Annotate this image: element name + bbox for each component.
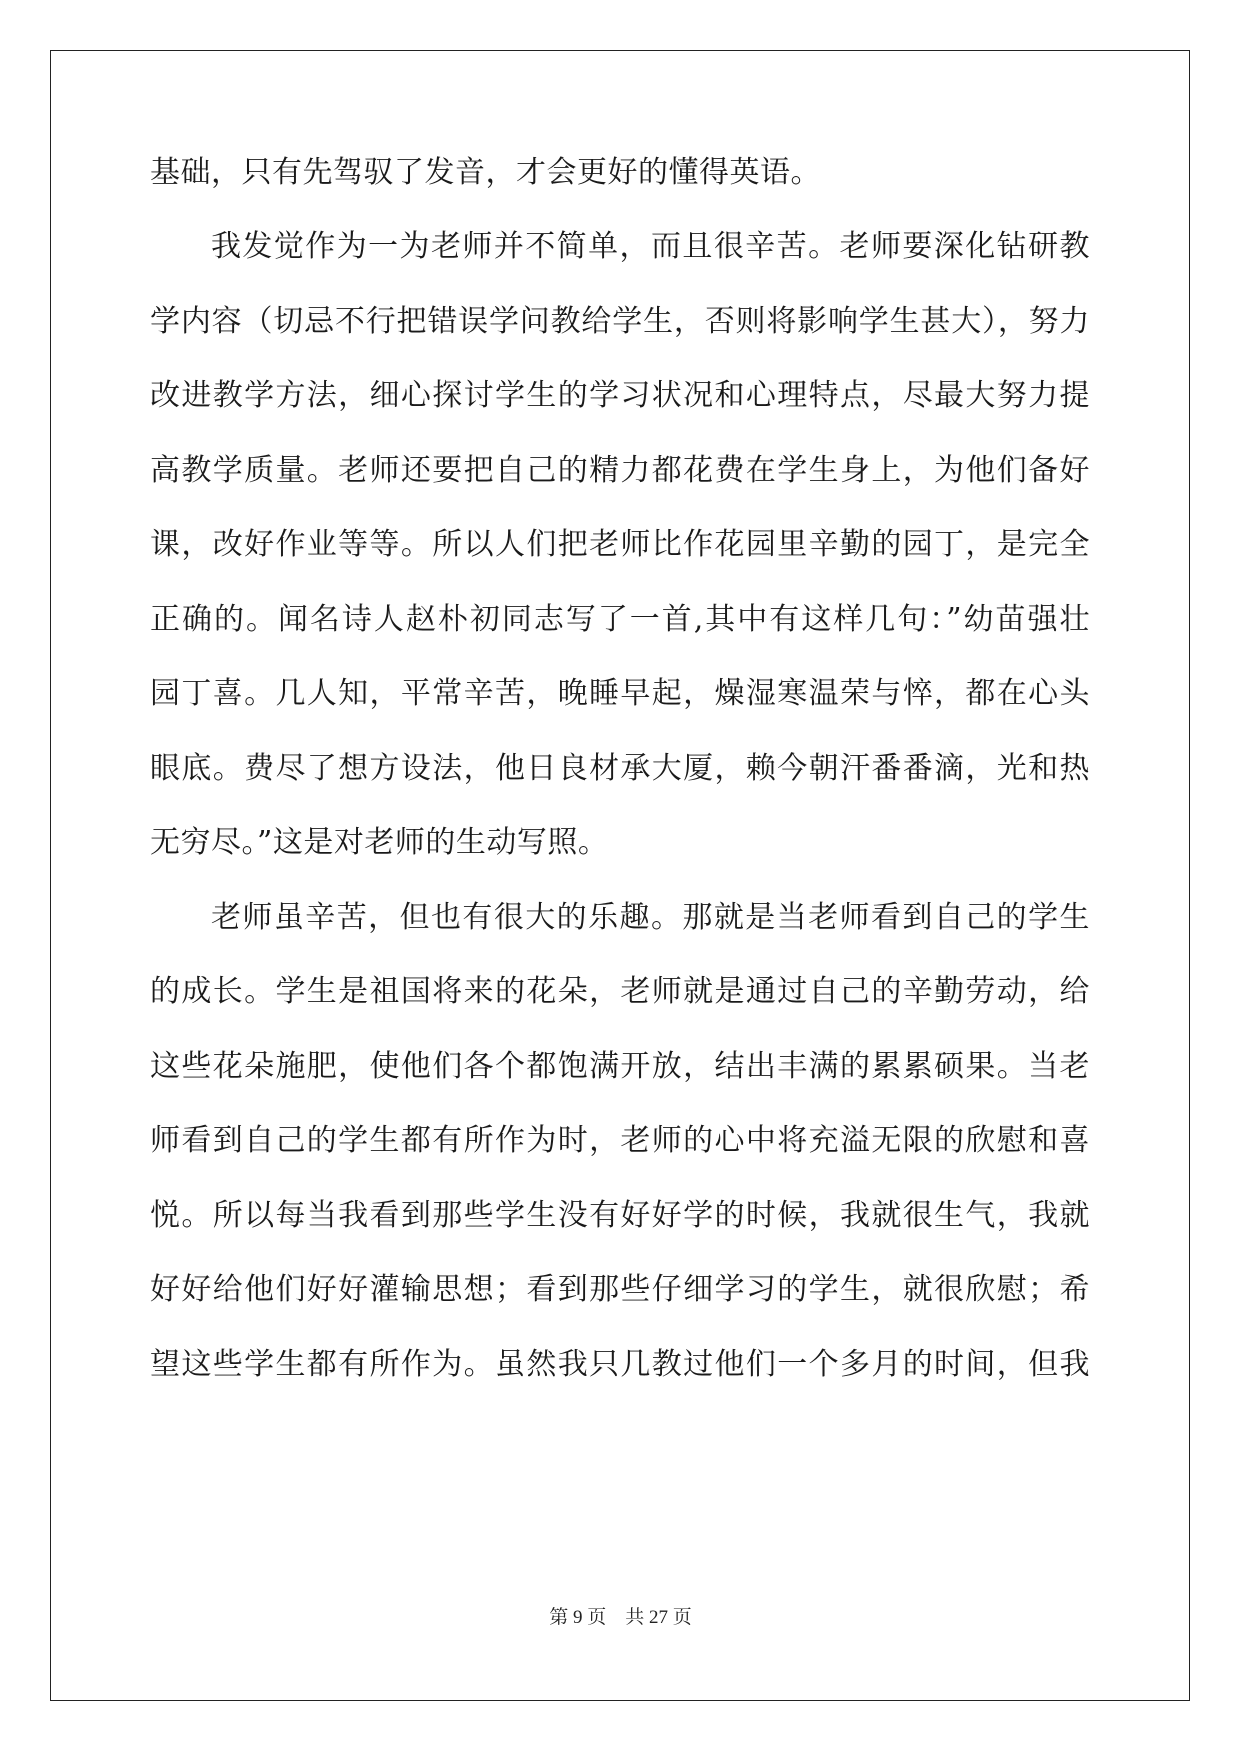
page-number-label: 第 9 页 共 27 页 <box>549 1607 692 1628</box>
paragraph-start-line: 我发觉作为一为老师并不简单，而且很辛苦。老师要深化钻研教 <box>211 229 1090 264</box>
text-line: 课，改好作业等等。所以人们把老师比作花园里辛勤的园丁，是完全 <box>150 527 1090 562</box>
text-line: 园丁喜。几人知，平常辛苦，晚睡早起，燥湿寒温荣与悴，都在心头 <box>150 676 1090 711</box>
text-line: 悦。所以每当我看到那些学生没有好好学的时候，我就很生气，我就 <box>150 1198 1090 1233</box>
text-line: 正确的。闻名诗人赵朴初同志写了一首,其中有这样几句：”幼苗强壮 <box>150 602 1090 637</box>
text-line: 望这些学生都有所作为。虽然我只几教过他们一个多月的时间，但我 <box>150 1347 1090 1382</box>
paragraph-start-line: 老师虽辛苦，但也有很大的乐趣。那就是当老师看到自己的学生 <box>211 900 1090 935</box>
text-line: 基础，只有先驾驭了发音，才会更好的懂得英语。 <box>150 155 821 190</box>
text-line: 眼底。费尽了想方设法，他日良材承大厦，赖今朝汗番番滴，光和热 <box>150 751 1090 786</box>
text-line: 师看到自己的学生都有所作为时，老师的心中将充溢无限的欣慰和喜 <box>150 1123 1090 1158</box>
text-line: 无穷尽。”这是对老师的生动写照。 <box>150 825 609 860</box>
text-line: 好好给他们好好灌输思想；看到那些仔细学习的学生，就很欣慰；希 <box>150 1272 1090 1307</box>
text-line: 高教学质量。老师还要把自己的精力都花费在学生身上，为他们备好 <box>150 453 1090 488</box>
page-number-footer <box>0 1606 1241 1630</box>
text-line: 改进教学方法，细心探讨学生的学习状况和心理特点，尽最大努力提 <box>150 378 1090 413</box>
text-line: 的成长。学生是祖国将来的花朵，老师就是通过自己的辛勤劳动，给 <box>150 974 1090 1009</box>
text-line: 学内容（切忌不行把错误学问教给学生，否则将影响学生甚大），努力 <box>150 304 1090 339</box>
text-line: 这些花朵施肥，使他们各个都饱满开放，结出丰满的累累硕果。当老 <box>150 1049 1090 1084</box>
